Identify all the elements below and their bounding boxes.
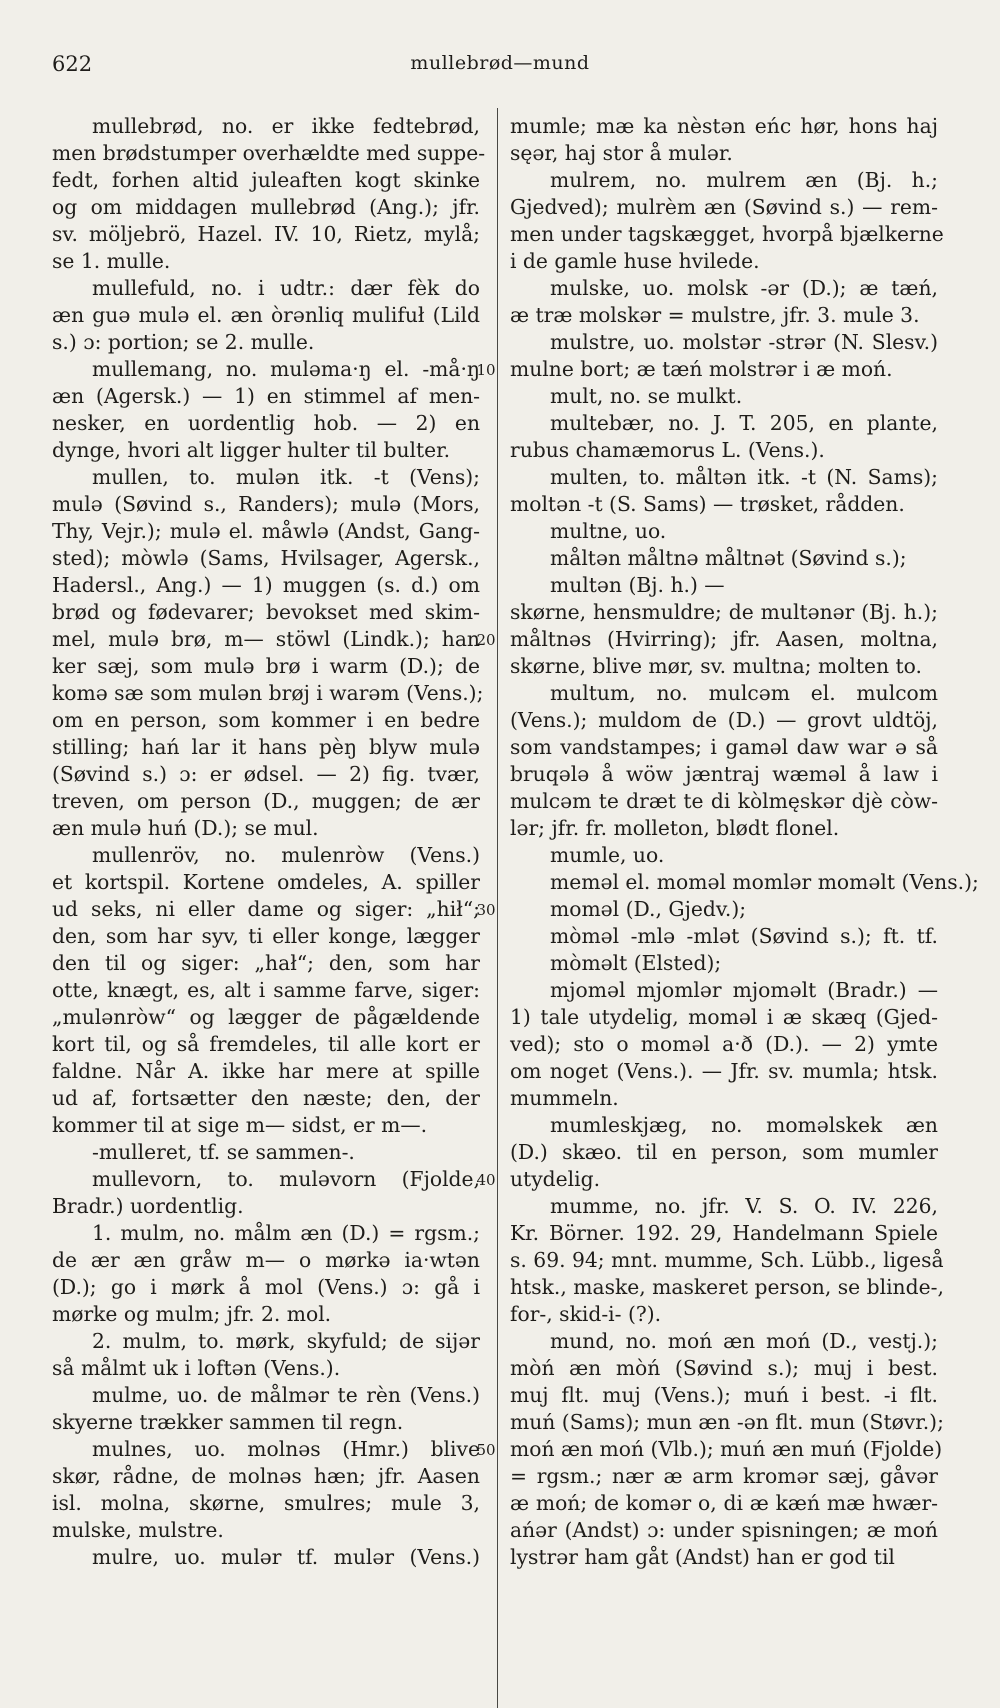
entry-line: mullebrød, no. er ikke fedtebrød, [92,114,480,138]
entry-line: Hadersl., Ang.) — 1) muggen (s. d.) om [52,573,480,597]
entry-line: Kr. Börner. 192. 29, Handelmann Spiele [510,1221,938,1245]
entry-line: mult, no. se mulkt. [550,384,743,408]
entry-line: „mulənròw“ og lægger de pågældende [52,1005,480,1029]
running-head [52,52,948,82]
entry-line: skyerne trækker sammen til regn. [52,1410,404,1434]
line-number: 20 [476,631,496,649]
entry-line: mulre, uo. mulər tf. mulər (Vens.) [92,1545,480,1569]
entry-line: mumle, uo. [550,843,665,867]
entry-line: 1) tale utydelig, moməl i æ skæq (Gjed- [510,1005,938,1029]
entry-line: utydelig. [510,1167,601,1191]
entry-line: den, som har syv, ti eller konge, lægger [52,924,480,948]
entry-line: ker sæj, som mulə brø i warm (D.); de [52,654,480,678]
entry-line: for-, skid-i- (?). [510,1302,662,1326]
entry-line: æn guə mulə el. æn òrənliq mulifuł (Lild [52,303,480,327]
entry-line: og om middagen mullebrød (Ang.); jfr. [52,195,480,219]
entry-line: otte, knægt, es, alt i samme farve, siger: [52,978,480,1002]
entry-line: sv. möljebrö, Hazel. IV. 10, Rietz, mylå; [52,222,480,246]
entry-line: stilling; hań lar it hans pèŋ blyw mulə [52,735,480,759]
entry-line: ud seks, ni eller dame og siger: „hił“; [52,897,480,921]
entry-line: men brødstumper overhældte med suppe- [52,141,486,165]
entry-line: multən (Bj. h.) — [550,573,725,597]
entry-line: mumle; mæ ka nèstən eńc hør, hons haj [510,114,938,138]
entry-line: mòməlt (Elsted); [550,951,722,975]
entry-line: mullen, to. mulən itk. -t (Vens); [92,465,480,489]
entry-line: komə sæ som mulən brøj i warəm (Vens.); [52,681,484,705]
entry-line: æ moń; de komər o, di æ kæń mæ hwær- [510,1491,938,1515]
entry-line: i de gamle huse hvilede. [510,249,760,273]
entry-line: mulnes, uo. molnəs (Hmr.) blive [92,1437,480,1461]
running-title: mullebrød—mund [410,52,590,74]
entry-line: meməl el. moməl momlər momǝlt (Vens.); [550,870,979,894]
entry-line: Bradr.) uordentlig. [52,1194,244,1218]
entry-line: bruqələ å wöw jæntraj wæməl å law i [510,762,938,786]
entry-line: rubus chamæmorus L. (Vens.). [510,438,825,462]
entry-line: skør, rådne, de molnəs hæn; jfr. Aasen [52,1464,480,1488]
entry-line: mel, mulə brø, m— stöwl (Lindk.); han [52,627,480,651]
entry-line: (Søvind s.) ɔ: er ødsel. — 2) fig. tvær, [52,762,480,786]
entry-line: multne, uo. [550,519,667,543]
entry-line: lystrər ham gåt (Andst) han er god til [510,1545,895,1569]
entry-line: mòń æn mòń (Søvind s.); muj i best. [510,1356,938,1380]
entry-line: mulstre, uo. molstər -strər (N. Slesv.) [550,330,938,354]
entry-line: kommer til at sige m— sidst, er m—. [52,1113,428,1137]
entry-line: se 1. mulle. [52,249,171,273]
entry-line: (D.) skæo. til en person, som mumler [510,1140,938,1164]
page-number: 622 [52,52,93,76]
entry-line: s.) ɔ: portion; se 2. mulle. [52,330,315,354]
entry-line: muń (Sams); mun æn -ən flt. mun (Støvr.); [510,1410,944,1434]
entry-line: om noget (Vens.). — Jfr. sv. mumla; htsk. [510,1059,938,1083]
entry-line: mulne bort; æ tæń molstrər i æ moń. [510,357,893,381]
entry-line: æ træ molskər = mulstre, jfr. 3. mule 3. [510,303,920,327]
entry-line: mørke og mulm; jfr. 2. mol. [52,1302,332,1326]
entry-line: nesker, en uordentlig hob. — 2) en [52,411,480,435]
entry-line: multum, no. mulcəm el. mulcom [550,681,938,705]
entry-line: 1. mulm, no. målm æn (D.) = rgsm.; [92,1221,480,1245]
entry-line: moltən -t (S. Sams) — trøsket, rådden. [510,492,905,516]
entry-line: mulcəm te dræt te di kòlmęskər djè còw- [510,789,938,813]
entry-line: ud af, fortsætter den næste; den, der [52,1086,480,1110]
entry-line: kort til, og så fremdeles, til alle kort er [52,1032,480,1056]
entry-line: mummeln. [510,1086,619,1110]
entry-line: htsk., maske, maskeret person, se blinde-, [510,1275,944,1299]
entry-line: Gjedved); mulrèm æn (Søvind s.) — rem- [510,195,938,219]
entry-line: dynge, hvori alt ligger hulter til bulter. [52,438,451,462]
line-number: 10 [476,361,496,379]
entry-line: treven, om person (D., muggen; de ær [52,789,480,813]
entry-line: mòməl -mlə -mlət (Søvind s.); ft. tf. [550,924,938,948]
line-number: 40 [476,1171,496,1189]
entry-line: -mulleret, tf. se sammen-. [92,1140,355,1164]
entry-line: ved); sto o moməl a·ð (D.). — 2) ymte [510,1032,938,1056]
entry-line: mullevorn, to. muləvorn (Fjolde, [92,1167,480,1191]
entry-line: moń æn moń (Vlb.); muń æn muń (Fjolde) [510,1437,943,1461]
entry-line: så målmt uk i loftən (Vens.). [52,1356,341,1380]
entry-line: brød og fødevarer; bevokset med skim- [52,600,480,624]
entry-line: mund, no. moń æn moń (D., vestj.); [550,1329,938,1353]
entry-line: (Vens.); muldom de (D.) — grovt uldtöj, [510,708,938,732]
entry-line: (D.); go i mørk å mol (Vens.) ɔ: gå i [52,1275,480,1299]
entry-line: ańər (Andst) ɔ: under spisningen; æ moń [510,1518,938,1542]
entry-line: skørne, blive mør, sv. multna; molten to. [510,654,922,678]
entry-line: multebær, no. J. T. 205, en plante, [550,411,938,435]
entry-line: den til og siger: „hał“; den, som har [52,951,480,975]
entry-line: s. 69. 94; mnt. mumme, Sch. Lübb., ligeså [510,1248,944,1272]
entry-line: mumme, no. jfr. V. S. O. IV. 226, [550,1194,938,1218]
entry-line: de ær æn gråw m— o mørkə ia·wtən [52,1248,480,1272]
entry-line: men under tagskægget, hvorpå bjælkerne [510,222,944,246]
entry-line: som vandstampes; i gaməl daw war ə så [510,735,938,759]
entry-line: æn mulə huń (D.); se mul. [52,816,319,840]
entry-line: lər; jfr. fr. molleton, blødt flonel. [510,816,840,840]
entry-line: mulske, uo. molsk -ər (D.); æ tæń, [550,276,938,300]
entry-line: mullefuld, no. i udtr.: dær fèk do [92,276,480,300]
entry-line: mulme, uo. de målmər te rèn (Vens.) [92,1383,480,1407]
entry-line: mullemang, no. mulǝma·ŋ el. -må·ŋ [92,357,480,381]
entry-line: om en person, som kommer i en bedre [52,708,480,732]
entry-line: = rgsm.; nær æ arm kromər sæj, gåvər [510,1464,938,1488]
entry-line: multen, to. måltən itk. -t (N. Sams); [550,465,938,489]
entry-line: måltnəs (Hvirring); jfr. Aasen, moltna, [510,627,938,651]
entry-line: muj flt. muj (Vens.); muń i best. -i flt. [510,1383,938,1407]
entry-line: 2. mulm, to. mørk, skyfuld; de sijər [92,1329,480,1353]
entry-line: mulə (Søvind s., Randers); mulə (Mors, [52,492,480,516]
entry-line: mullenröv, no. mulenròw (Vens.) [92,843,480,867]
entry-line: sted); mòwlə (Sams, Hvilsager, Agersk., [52,546,480,570]
right-column [510,113,979,1571]
line-number: 50 [476,1441,496,1459]
entry-line: moməl (D., Gjedv.); [550,897,747,921]
entry-line: æn (Agersk.) — 1) en stimmel af men- [52,384,480,408]
entry-line: mulrem, no. mulrem æn (Bj. h.; [550,168,938,192]
entry-line: faldne. Når A. ikke har mere at spille [52,1059,480,1083]
entry-line: fedt, forhen altid juleaften kogt skinke [52,168,480,192]
entry-line: mulske, mulstre. [52,1518,224,1542]
entry-line: skørne, hensmuldre; de multənər (Bj. h.); [510,600,938,624]
entry-line: mjoməl mjomlər mjoməlt (Bradr.) — [550,978,938,1002]
entry-line: sęər, haj stor å mulər. [510,141,733,165]
entry-line: Thy, Vejr.); mulə el. måwlə (Andst, Gang- [52,519,480,543]
entry-line: isl. molna, skørne, smulres; mule 3, [52,1491,480,1515]
entry-line: måltən måltnə måltnət (Søvind s.); [550,546,907,570]
entry-line: et kortspil. Kortene omdeles, A. spiller [52,870,480,894]
line-number: 30 [476,901,496,919]
entry-line: mumleskjæg, no. moməlskek æn [550,1113,938,1137]
